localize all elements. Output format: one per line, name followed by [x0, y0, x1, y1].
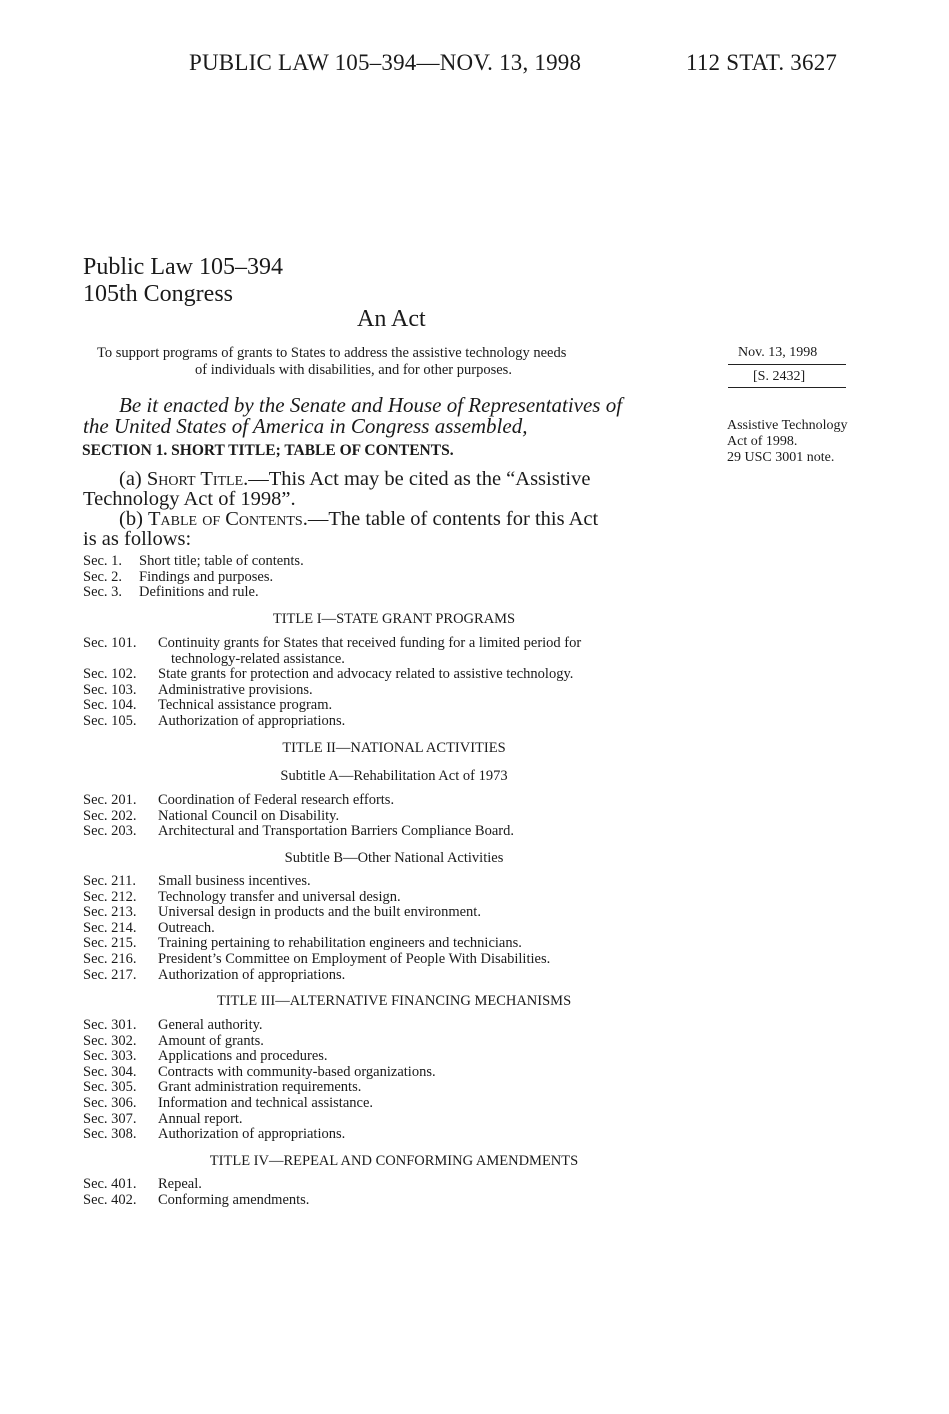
toc-title-4-sections [83, 1177, 309, 1208]
toc-entry-text: State grants for protection and advocacy related to assistive technology. [158, 666, 574, 683]
toc-title-1-sections [83, 636, 581, 730]
toc-entry-number: Sec. 213. [83, 904, 137, 921]
toc-entry-text: Coordination of Federal research efforts. [158, 792, 395, 808]
toc-entry-number: Sec. 216. [83, 950, 137, 967]
subsection-b-line-1: (b) Table of Contents.—The table of contents for this Act [119, 508, 599, 530]
subsection-b-title: Table of Contents [148, 508, 303, 530]
toc-entry [83, 1127, 436, 1143]
subsection-b-line-2: is as follows: [83, 528, 192, 550]
toc-title-4: TITLE IV—REPEAL AND CONFORMING AMENDMENTS [209, 1153, 579, 1169]
toc-entry-text: General authority. [158, 1017, 263, 1033]
toc-entry-number: Sec. 401. [83, 1176, 137, 1192]
toc-subtitle-2a-sections [83, 793, 514, 840]
toc-entry-number: Sec. 306. [83, 1094, 137, 1111]
toc-entry [83, 793, 514, 809]
running-header-left: PUBLIC LAW 105–394—NOV. 13, 1998 [189, 50, 582, 75]
margin-date: Nov. 13, 1998 [738, 345, 818, 360]
toc-entry [83, 1049, 436, 1065]
toc-entry [83, 1096, 436, 1112]
toc-entry-text: Contracts with community-based organizations. [158, 1063, 436, 1080]
toc-entry-number: Sec. 308. [83, 1126, 137, 1143]
toc-entry-number: Sec. 214. [83, 919, 137, 936]
toc-entry [83, 585, 304, 601]
toc-entry-number: Sec. 203. [83, 823, 137, 840]
law-number: Public Law 105–394 [83, 254, 283, 280]
congress: 105th Congress [83, 281, 233, 307]
toc-entry-text: Short title; table of contents. [139, 553, 304, 569]
margin-rule [728, 387, 846, 388]
toc-subtitle-2b-sections [83, 874, 550, 983]
toc-general [83, 554, 304, 601]
toc-entry-number: Sec. 304. [83, 1063, 137, 1080]
running-header-page: 112 STAT. 3627 [686, 50, 838, 75]
toc-entry-number: Sec. 215. [83, 935, 137, 952]
toc-entry [83, 1018, 436, 1034]
toc-entry-number: Sec. 212. [83, 888, 137, 905]
purpose-line-2: of individuals with disabilities, and for other purposes. [195, 362, 512, 378]
toc-entry-text: Repeal. [158, 1176, 202, 1192]
act-title: An Act [357, 306, 426, 332]
section-1-heading: SECTION 1. SHORT TITLE; TABLE OF CONTENTS. [82, 442, 454, 459]
toc-entry-number: Sec. 103. [83, 681, 137, 698]
toc-entry-text: Technical assistance program. [158, 697, 333, 714]
subsection-a-line-2: Technology Act of 1998”. [83, 488, 296, 510]
toc-entry-number: Sec. 104. [83, 697, 137, 714]
toc-entry [83, 698, 581, 714]
toc-entry-text: President’s Committee on Employment of People With Disabilities. [158, 950, 551, 967]
toc-entry-text: Information and technical assistance. [158, 1094, 374, 1111]
toc-entry-text: Architectural and Transportation Barriers Compliance Board. [158, 823, 514, 840]
toc-entry [83, 905, 550, 921]
toc-entry-continuation: technology-related assistance. [171, 650, 345, 667]
margin-rule [728, 364, 846, 365]
toc-subtitle-2a: Subtitle A—Rehabilitation Act of 1973 [280, 768, 508, 784]
subsection-a-line-1: (a) Short Title.—This Act may be cited as the “Assistive [119, 468, 591, 490]
toc-title-3-sections [83, 1018, 436, 1143]
toc-entry [83, 714, 581, 730]
toc-entry-text: Authorization of appropriations. [158, 1126, 346, 1143]
toc-entry-text: Training pertaining to rehabilitation engineers and technicians. [158, 935, 522, 952]
margin-usc-note: 29 USC 3001 note. [727, 450, 835, 465]
toc-entry-number: Sec. 101. [83, 635, 137, 651]
toc-entry-text: Small business incentives. [158, 873, 311, 889]
enacting-clause-line-1: Be it enacted by the Senate and House of Representatives of [119, 393, 623, 417]
toc-entry-text: Administrative provisions. [158, 681, 313, 698]
toc-entry [83, 1193, 309, 1209]
toc-entry-text: Findings and purposes. [139, 568, 274, 585]
toc-entry-text: National Council on Disability. [158, 807, 340, 824]
toc-entry-text: Continuity grants for States that received funding for a limited period for [158, 635, 582, 651]
toc-entry [83, 890, 550, 906]
enacting-clause-line-2: the United States of America in Congress assembled, [83, 414, 528, 438]
toc-entry-number: Sec. 3. [83, 584, 123, 601]
toc-entry [83, 636, 581, 652]
toc-subtitle-2b: Subtitle B—Other National Activities [284, 850, 504, 866]
toc-title-1: TITLE I—STATE GRANT PROGRAMS [272, 611, 516, 627]
toc-entry [83, 667, 581, 683]
margin-bill-number: [S. 2432] [753, 369, 806, 384]
toc-entry-number: Sec. 302. [83, 1032, 137, 1049]
toc-entry-number: Sec. 1. [83, 553, 123, 569]
toc-entry-number: Sec. 102. [83, 666, 137, 683]
toc-entry-text: Definitions and rule. [139, 584, 259, 601]
toc-entry [83, 968, 550, 984]
toc-entry-text: Annual report. [158, 1110, 243, 1127]
toc-entry-text: Amount of grants. [158, 1032, 264, 1049]
toc-entry-number: Sec. 307. [83, 1110, 137, 1127]
toc-entry-text: Grant administration requirements. [158, 1079, 362, 1096]
toc-entry [83, 921, 550, 937]
toc-entry-number: Sec. 2. [83, 568, 123, 585]
toc-title-2: TITLE II—NATIONAL ACTIVITIES [282, 740, 506, 756]
toc-entry [83, 1177, 309, 1193]
toc-entry-text: Universal design in products and the built environment. [158, 904, 481, 921]
toc-entry [83, 1080, 436, 1096]
margin-short-title-note: Assistive Technology Act of 1998. [727, 418, 848, 449]
toc-entry-number: Sec. 305. [83, 1079, 137, 1096]
subsection-a-title: Short Title [146, 468, 244, 490]
purpose-line-1: To support programs of grants to States to address the assistive technology needs [97, 345, 567, 361]
toc-entry [83, 1112, 436, 1128]
toc-entry [83, 554, 304, 570]
toc-entry-number: Sec. 202. [83, 807, 137, 824]
toc-entry [83, 952, 550, 968]
toc-entry-number: Sec. 301. [83, 1017, 137, 1033]
toc-entry [83, 824, 514, 840]
toc-title-3: TITLE III—ALTERNATIVE FINANCING MECHANISMS [216, 993, 572, 1009]
toc-entry-number: Sec. 217. [83, 966, 137, 983]
toc-entry [83, 809, 514, 825]
toc-entry-number: Sec. 402. [83, 1191, 137, 1208]
toc-entry-text: Conforming amendments. [158, 1191, 310, 1208]
toc-entry-number: Sec. 201. [83, 792, 137, 808]
toc-entry [83, 570, 304, 586]
toc-entry-number: Sec. 105. [83, 712, 137, 729]
toc-entry-text: Authorization of appropriations. [158, 966, 346, 983]
toc-entry-text: Outreach. [158, 919, 215, 936]
toc-entry-text: Technology transfer and universal design. [158, 888, 401, 905]
toc-entry [83, 936, 550, 952]
toc-entry [83, 1065, 436, 1081]
toc-entry [83, 874, 550, 890]
toc-entry-text: Applications and procedures. [158, 1048, 328, 1065]
toc-entry-number: Sec. 211. [83, 873, 137, 889]
toc-entry [83, 683, 581, 699]
margin-notes [727, 418, 852, 466]
toc-entry [83, 1034, 436, 1050]
toc-entry-number: Sec. 303. [83, 1048, 137, 1065]
toc-entry-text: Authorization of appropriations. [158, 712, 346, 729]
